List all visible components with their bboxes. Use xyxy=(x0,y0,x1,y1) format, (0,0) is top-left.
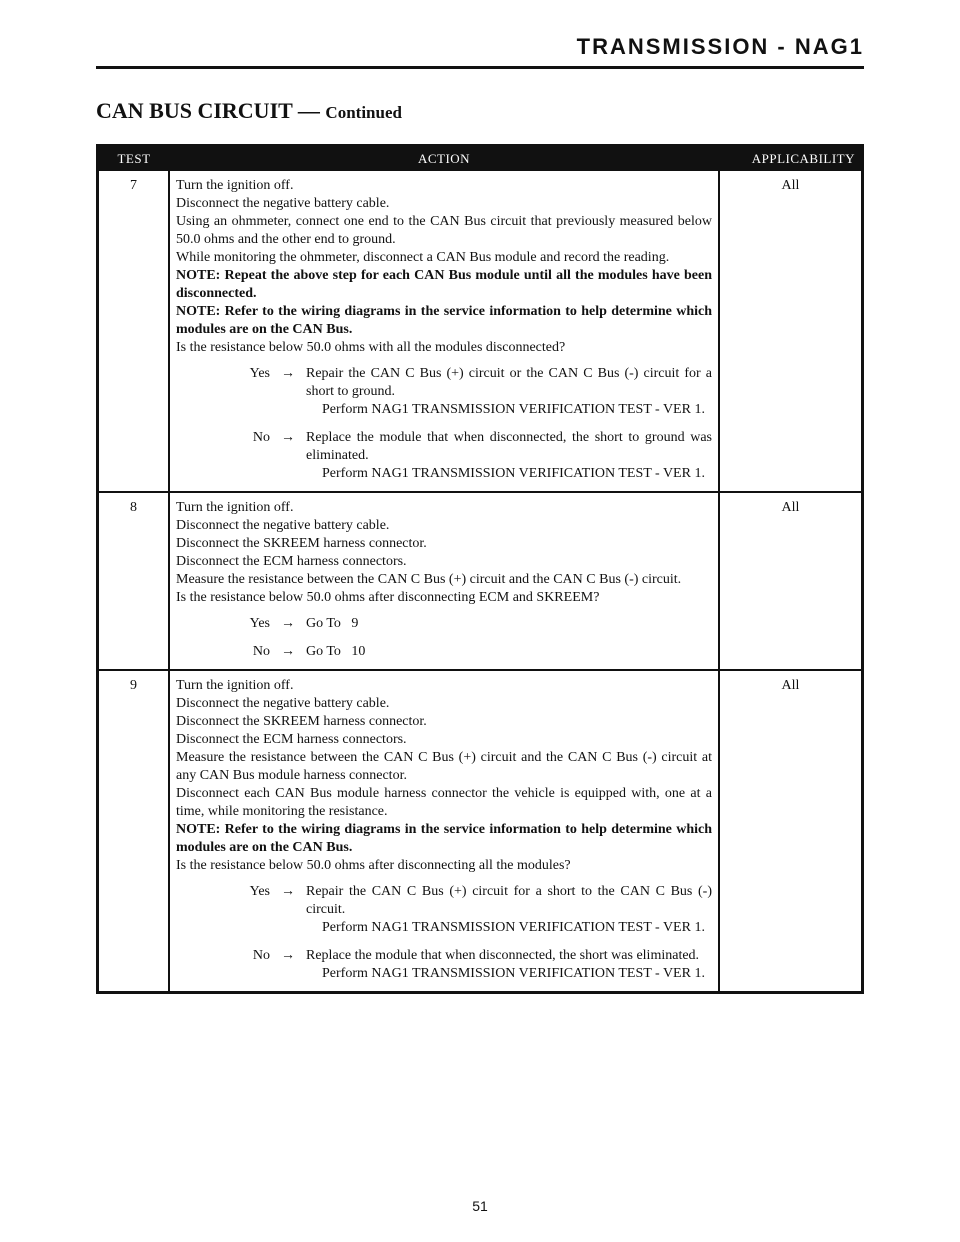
applicability-cell: All xyxy=(719,492,863,670)
action-step: Using an ohmmeter, connect one end to the CAN Bus circuit that previously measured below 50.0 ohms and the other end to ground. xyxy=(176,214,712,247)
branch-body xyxy=(306,883,712,937)
action-step: Disconnect the SKREEM harness connector. xyxy=(176,536,427,551)
action-step: Turn the ignition off. xyxy=(176,678,294,693)
table-row xyxy=(98,492,863,670)
branch-text: Perform NAG1 TRANSMISSION VERIFICATION TEST - VER 1. xyxy=(322,402,705,417)
action-cell xyxy=(169,171,719,492)
action-note: NOTE: Refer to the wiring diagrams in the service information to help determine which modules are on the CAN Bus. xyxy=(176,304,712,337)
arrow-right-icon: → xyxy=(281,366,295,381)
page-number: 51 xyxy=(472,1198,488,1214)
yes-branch xyxy=(176,883,712,937)
branch-body xyxy=(306,643,712,661)
action-step: Disconnect each CAN Bus module harness connector the vehicle is equipped with, one at a time, while monitoring the resistance. xyxy=(176,786,712,819)
arrow-right-icon: → xyxy=(281,948,295,963)
action-note: NOTE: Refer to the wiring diagrams in the service information to help determine which modules are on the CAN Bus. xyxy=(176,822,712,855)
branch-label: No xyxy=(252,644,270,659)
branch-text: Perform NAG1 TRANSMISSION VERIFICATION TEST - VER 1. xyxy=(322,920,705,935)
header-title: TRANSMISSION - NAG1 xyxy=(576,34,864,59)
branch-label: Yes xyxy=(249,884,270,899)
table-row xyxy=(98,171,863,492)
column-header-action: ACTION xyxy=(169,146,719,172)
branch-text: Replace the module that when disconnected, the short to ground was eliminated. xyxy=(306,430,712,463)
branch-body xyxy=(306,615,712,633)
branch-label: No xyxy=(252,430,270,445)
arrow-right-icon: → xyxy=(281,644,295,659)
goto-text: Go To 9 xyxy=(306,616,359,631)
column-header-test: TEST xyxy=(98,146,170,172)
branch-text: Replace the module that when disconnected, the short was eliminated. xyxy=(306,948,700,963)
applicability-cell: All xyxy=(719,670,863,993)
action-step: Disconnect the ECM harness connectors. xyxy=(176,554,407,569)
test-number: 9 xyxy=(98,670,170,993)
action-step: While monitoring the ohmmeter, disconnect a CAN Bus module and record the reading. xyxy=(176,250,670,265)
section-title-text: CAN BUS CIRCUIT — xyxy=(96,98,320,123)
section-continued: Continued xyxy=(325,103,402,122)
branch-label: Yes xyxy=(249,616,270,631)
diagnostic-table xyxy=(96,144,864,994)
no-branch xyxy=(176,643,712,661)
action-cell xyxy=(169,670,719,993)
action-note: NOTE: Repeat the above step for each CAN Bus module until all the modules have been disconnected. xyxy=(176,268,712,301)
arrow-right-icon: → xyxy=(281,430,295,445)
action-cell xyxy=(169,492,719,670)
yes-branch xyxy=(176,365,712,419)
applicability-cell: All xyxy=(781,178,800,193)
table-header xyxy=(98,146,863,172)
branch-body xyxy=(306,365,712,419)
column-header-applicability: APPLICABILITY xyxy=(719,146,863,172)
branch-text: Perform NAG1 TRANSMISSION VERIFICATION TEST - VER 1. xyxy=(322,466,705,481)
action-step: Disconnect the negative battery cable. xyxy=(176,696,390,711)
test-number: 7 xyxy=(130,178,137,193)
no-branch xyxy=(176,429,712,483)
action-step: Disconnect the ECM harness connectors. xyxy=(176,732,407,747)
action-step: Turn the ignition off. xyxy=(176,178,294,193)
goto-text: Go To 10 xyxy=(306,644,366,659)
action-question: Is the resistance below 50.0 ohms after disconnecting ECM and SKREEM? xyxy=(176,590,600,605)
arrow-right-icon: → xyxy=(281,616,295,631)
yes-branch xyxy=(176,615,712,633)
action-step: Disconnect the negative battery cable. xyxy=(176,518,390,533)
action-step: Measure the resistance between the CAN C Bus (+) circuit and the CAN C Bus (-) circuit at any CAN Bus module harness connector. xyxy=(176,750,712,783)
action-question: Is the resistance below 50.0 ohms after disconnecting all the modules? xyxy=(176,858,571,873)
action-step: Turn the ignition off. xyxy=(176,500,294,515)
action-step: Disconnect the SKREEM harness connector. xyxy=(176,714,427,729)
action-step: Disconnect the negative battery cable. xyxy=(176,196,390,211)
test-number: 8 xyxy=(98,492,170,670)
branch-label: No xyxy=(252,948,270,963)
action-step: Measure the resistance between the CAN C Bus (+) circuit and the CAN C Bus (-) circuit. xyxy=(176,572,682,587)
branch-text: Perform NAG1 TRANSMISSION VERIFICATION TEST - VER 1. xyxy=(322,966,705,981)
action-question: Is the resistance below 50.0 ohms with all the modules disconnected? xyxy=(176,340,566,355)
arrow-right-icon: → xyxy=(281,884,295,899)
branch-body xyxy=(306,947,712,983)
branch-body xyxy=(306,429,712,483)
branch-text: Repair the CAN C Bus (+) circuit or the CAN C Bus (-) circuit for a short to ground. xyxy=(306,366,712,399)
header-row xyxy=(98,146,863,172)
section-title xyxy=(96,98,402,124)
branch-text: Repair the CAN C Bus (+) circuit for a short to the CAN C Bus (-) circuit. xyxy=(306,884,712,917)
no-branch xyxy=(176,947,712,983)
table-row xyxy=(98,670,863,993)
header-rule xyxy=(96,66,864,69)
branch-label: Yes xyxy=(249,366,270,381)
page-header xyxy=(96,34,864,64)
